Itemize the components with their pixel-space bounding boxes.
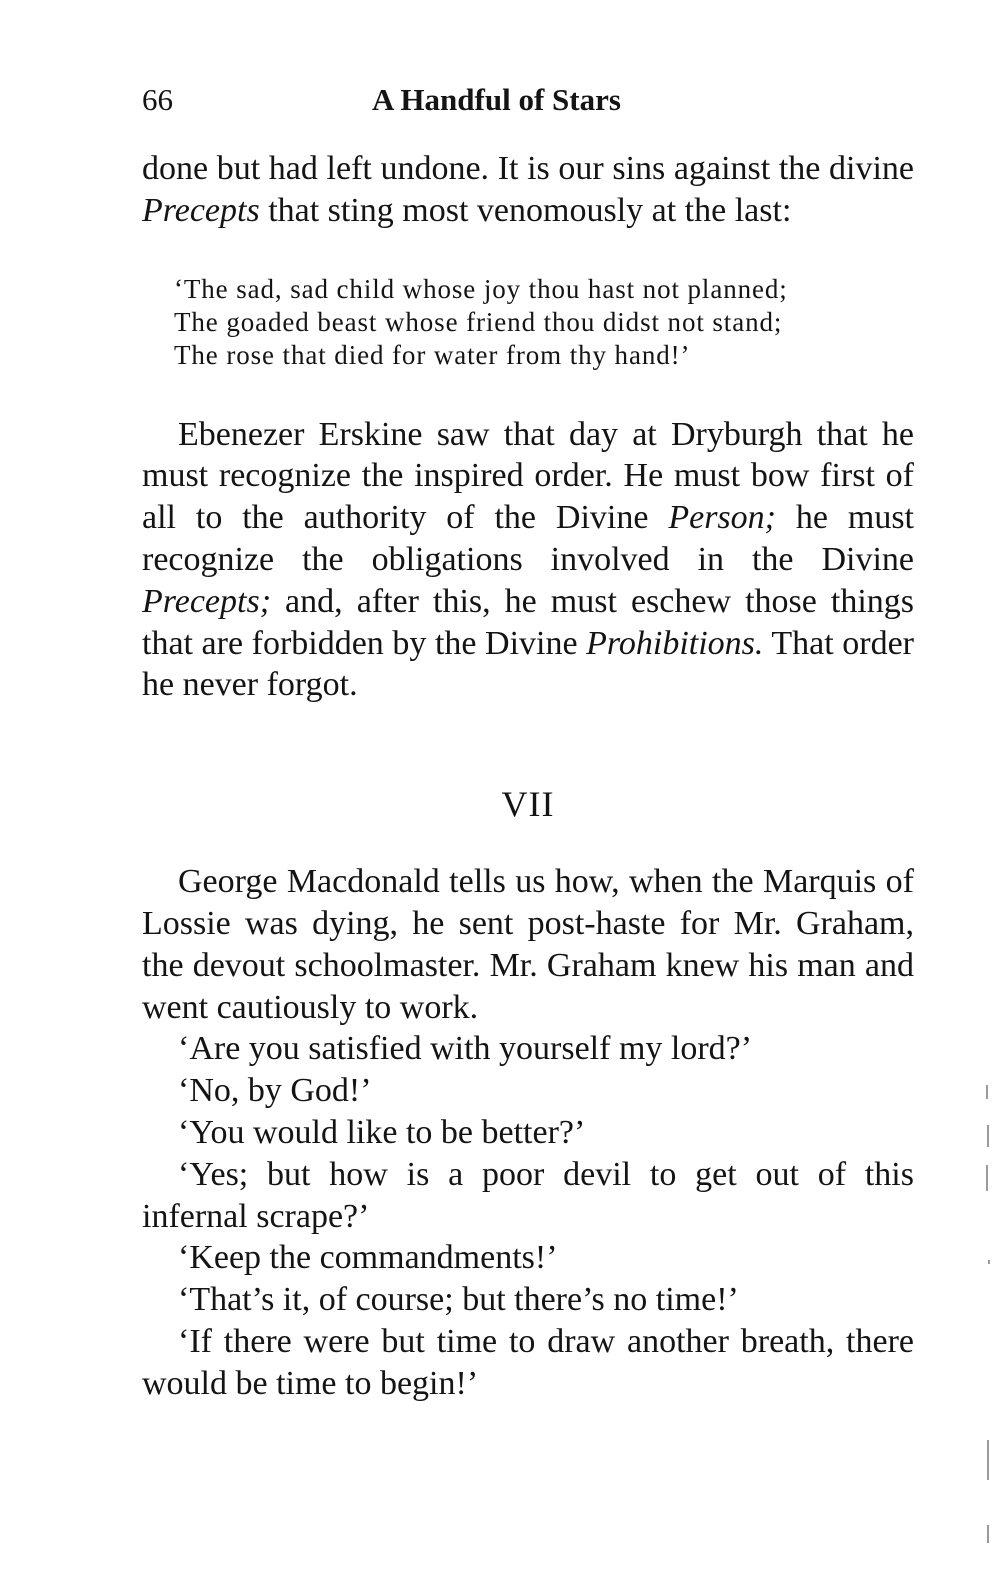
- dialogue-line: ‘You would like to be better?’: [178, 1113, 586, 1151]
- section-heading: VII: [501, 784, 555, 825]
- dialogue-line: ‘Keep the commandments!’: [178, 1239, 558, 1277]
- scan-speck: [987, 1125, 989, 1147]
- scan-margin-specks: [983, 1085, 991, 1555]
- paragraph-1: [142, 148, 914, 232]
- verse-line: The rose that died for water from thy hand!’: [174, 339, 691, 370]
- paragraph-2-text-3: and, after this, he must eschew those things that are forbidden by the Divine: [142, 582, 914, 662]
- paragraph-2-text-2: he must recognize the obligations involved in the Divine: [142, 499, 914, 578]
- scan-speck: [987, 1440, 989, 1480]
- paragraph-2: [142, 414, 914, 707]
- verse-line: ‘The sad, sad child whose joy thou hast not planned;: [174, 273, 788, 304]
- dialogue-line: ‘That’s it, of course; but there’s no time!’: [178, 1281, 739, 1319]
- paragraph-2-italic-precepts: Precepts;: [142, 582, 272, 620]
- paragraph-1-italic-precepts: Precepts: [142, 191, 260, 229]
- paragraph-1-text-2: that sting most venomously at the last:: [259, 191, 792, 229]
- dialogue-line: ‘Yes; but how is a poor devil to get out of this infernal scrape?’: [142, 1155, 914, 1235]
- dialogue-line: ‘If there were but time to draw another breath, there would be time to begin!’: [142, 1322, 914, 1402]
- scan-speck: [987, 1525, 989, 1543]
- paragraph-2-text-1: Ebenezer Erskine saw that day at Dryburgh that he must recognize the inspired order. He must bow first of all to the authority of the Divine: [142, 415, 914, 537]
- verse-quotation: [174, 273, 914, 372]
- scan-speck: [988, 1260, 990, 1264]
- page-number: 66: [142, 82, 173, 117]
- verse-line: The goaded beast whose friend thou didst not stand;: [174, 306, 783, 337]
- running-title: A Handful of Stars: [372, 82, 621, 117]
- paragraph-2-text-4: That order he never forgot.: [142, 624, 914, 704]
- paragraph-2-italic-prohibitions: Prohibitions.: [586, 624, 764, 662]
- paragraph-2-italic-person: Person;: [668, 499, 776, 537]
- dialogue-line: ‘No, by God!’: [178, 1072, 372, 1110]
- dialogue-line: ‘Are you satisfied with yourself my lord?’: [178, 1030, 753, 1068]
- paragraph-3: George Macdonald tells us how, when the Marquis of Lossie was dying, he sent post-haste for Mr. Graham, the devout schoolmaster. Mr. Graham knew his man and went cautiously to work.: [142, 863, 914, 1026]
- paragraph-1-text-1: done but had left undone. It is our sins against the divine: [142, 150, 914, 187]
- scan-speck: [986, 1165, 988, 1191]
- running-head: [142, 80, 914, 120]
- dialogue: [142, 1028, 914, 1404]
- body-text: [142, 148, 914, 1405]
- scan-speck: [986, 1085, 988, 1099]
